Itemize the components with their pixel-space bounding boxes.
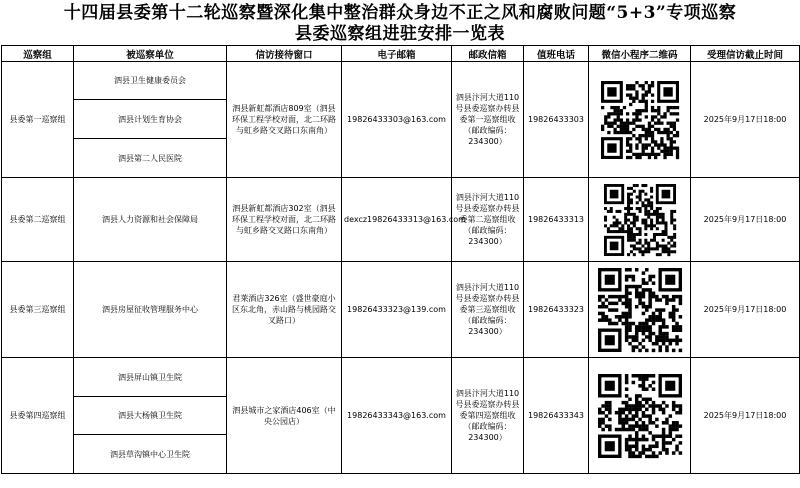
header-cell: 巡察组 <box>2 46 74 62</box>
group-cell: 县委第一巡察组 <box>2 62 74 178</box>
postal-cell: 泗县汴河大道110号县委巡察办转县委第二巡察组收（邮政编码：234300） <box>452 178 524 262</box>
phone-cell: 19826433313 <box>524 178 589 262</box>
header-cell: 信访接待窗口 <box>227 46 342 62</box>
unit-cell: 泗县大杨镇卫生院 <box>74 397 227 435</box>
header-cell: 微信小程序二维码 <box>589 46 691 62</box>
header-cell: 被巡察单位 <box>74 46 227 62</box>
unit-cell: 泗县人力资源和社会保障局 <box>74 178 227 262</box>
table-row <box>2 62 800 100</box>
group-cell: 县委第三巡察组 <box>2 262 74 358</box>
qr-cell <box>589 358 691 474</box>
qr-cell <box>589 62 691 178</box>
header-cell: 邮政信箱 <box>452 46 524 62</box>
group-cell: 县委第四巡察组 <box>2 358 74 474</box>
postal-cell: 泗县汴河大道110号县委巡察办转县委第一巡察组收（邮政编码：234300） <box>452 62 524 178</box>
header-cell: 值班电话 <box>524 46 589 62</box>
unit-cell: 泗县草沟镇中心卫生院 <box>74 435 227 474</box>
qr-code-icon[interactable] <box>601 81 679 159</box>
header-row <box>2 46 800 62</box>
window-cell: 泗县新虹都酒店302室（泗县环保工程学校对面，北二环路与虹乡路交叉路口东南角） <box>227 178 342 262</box>
deadline-cell: 2025年9月17日18:00 <box>691 262 800 358</box>
email-cell[interactable]: 19826433323@139.com <box>342 262 452 358</box>
unit-cell: 泗县第二人民医院 <box>74 139 227 178</box>
qr-code-icon[interactable] <box>598 268 682 352</box>
phone-cell: 19826433303 <box>524 62 589 178</box>
title-line-2: 县委巡察组进驻安排一览表 <box>295 24 505 44</box>
window-cell: 泗县新虹都酒店809室（泗县环保工程学校对面，北二环路与虹乡路交叉路口东南角） <box>227 62 342 178</box>
phone-cell: 19826433323 <box>524 262 589 358</box>
group-cell: 县委第二巡察组 <box>2 178 74 262</box>
email-cell[interactable]: dexcz19826433313@163.com <box>342 178 452 262</box>
qr-cell <box>589 262 691 358</box>
qr-code-icon[interactable] <box>598 374 682 458</box>
schedule-table <box>1 45 800 474</box>
table-row <box>2 178 800 262</box>
unit-cell: 泗县计划生育协会 <box>74 100 227 139</box>
deadline-cell: 2025年9月17日18:00 <box>691 178 800 262</box>
window-cell: 君莱酒店326室（盛世豪庭小区东北角，赤山路与桃园路交叉路口） <box>227 262 342 358</box>
window-cell: 泗县城市之家酒店406室（中央公园店） <box>227 358 342 474</box>
phone-cell: 19826433343 <box>524 358 589 474</box>
header-cell: 受理信访截止时间 <box>691 46 800 62</box>
unit-cell: 泗县卫生健康委员会 <box>74 62 227 100</box>
document-title <box>0 2 800 45</box>
qr-code-icon[interactable] <box>604 184 676 256</box>
table-row <box>2 262 800 358</box>
deadline-cell: 2025年9月17日18:00 <box>691 358 800 474</box>
email-cell[interactable]: 19826433343@163.com <box>342 358 452 474</box>
qr-cell <box>589 178 691 262</box>
header-cell: 电子邮箱 <box>342 46 452 62</box>
unit-cell: 泗县屏山镇卫生院 <box>74 358 227 397</box>
email-cell[interactable]: 19826433303@163.com <box>342 62 452 178</box>
table-row <box>2 358 800 397</box>
deadline-cell: 2025年9月17日18:00 <box>691 62 800 178</box>
postal-cell: 泗县汴河大道110号县委巡察办转县委第四巡察组收（邮政编码：234300） <box>452 358 524 474</box>
title-line-1: 十四届县委第十二轮巡察暨深化集中整治群众身边不正之风和腐败问题“5+3”专项巡察 <box>63 3 737 23</box>
unit-cell: 泗县房屋征收管理服务中心 <box>74 262 227 358</box>
postal-cell: 泗县汴河大道110号县委巡察办转县委第三巡察组收（邮政编码：234300） <box>452 262 524 358</box>
